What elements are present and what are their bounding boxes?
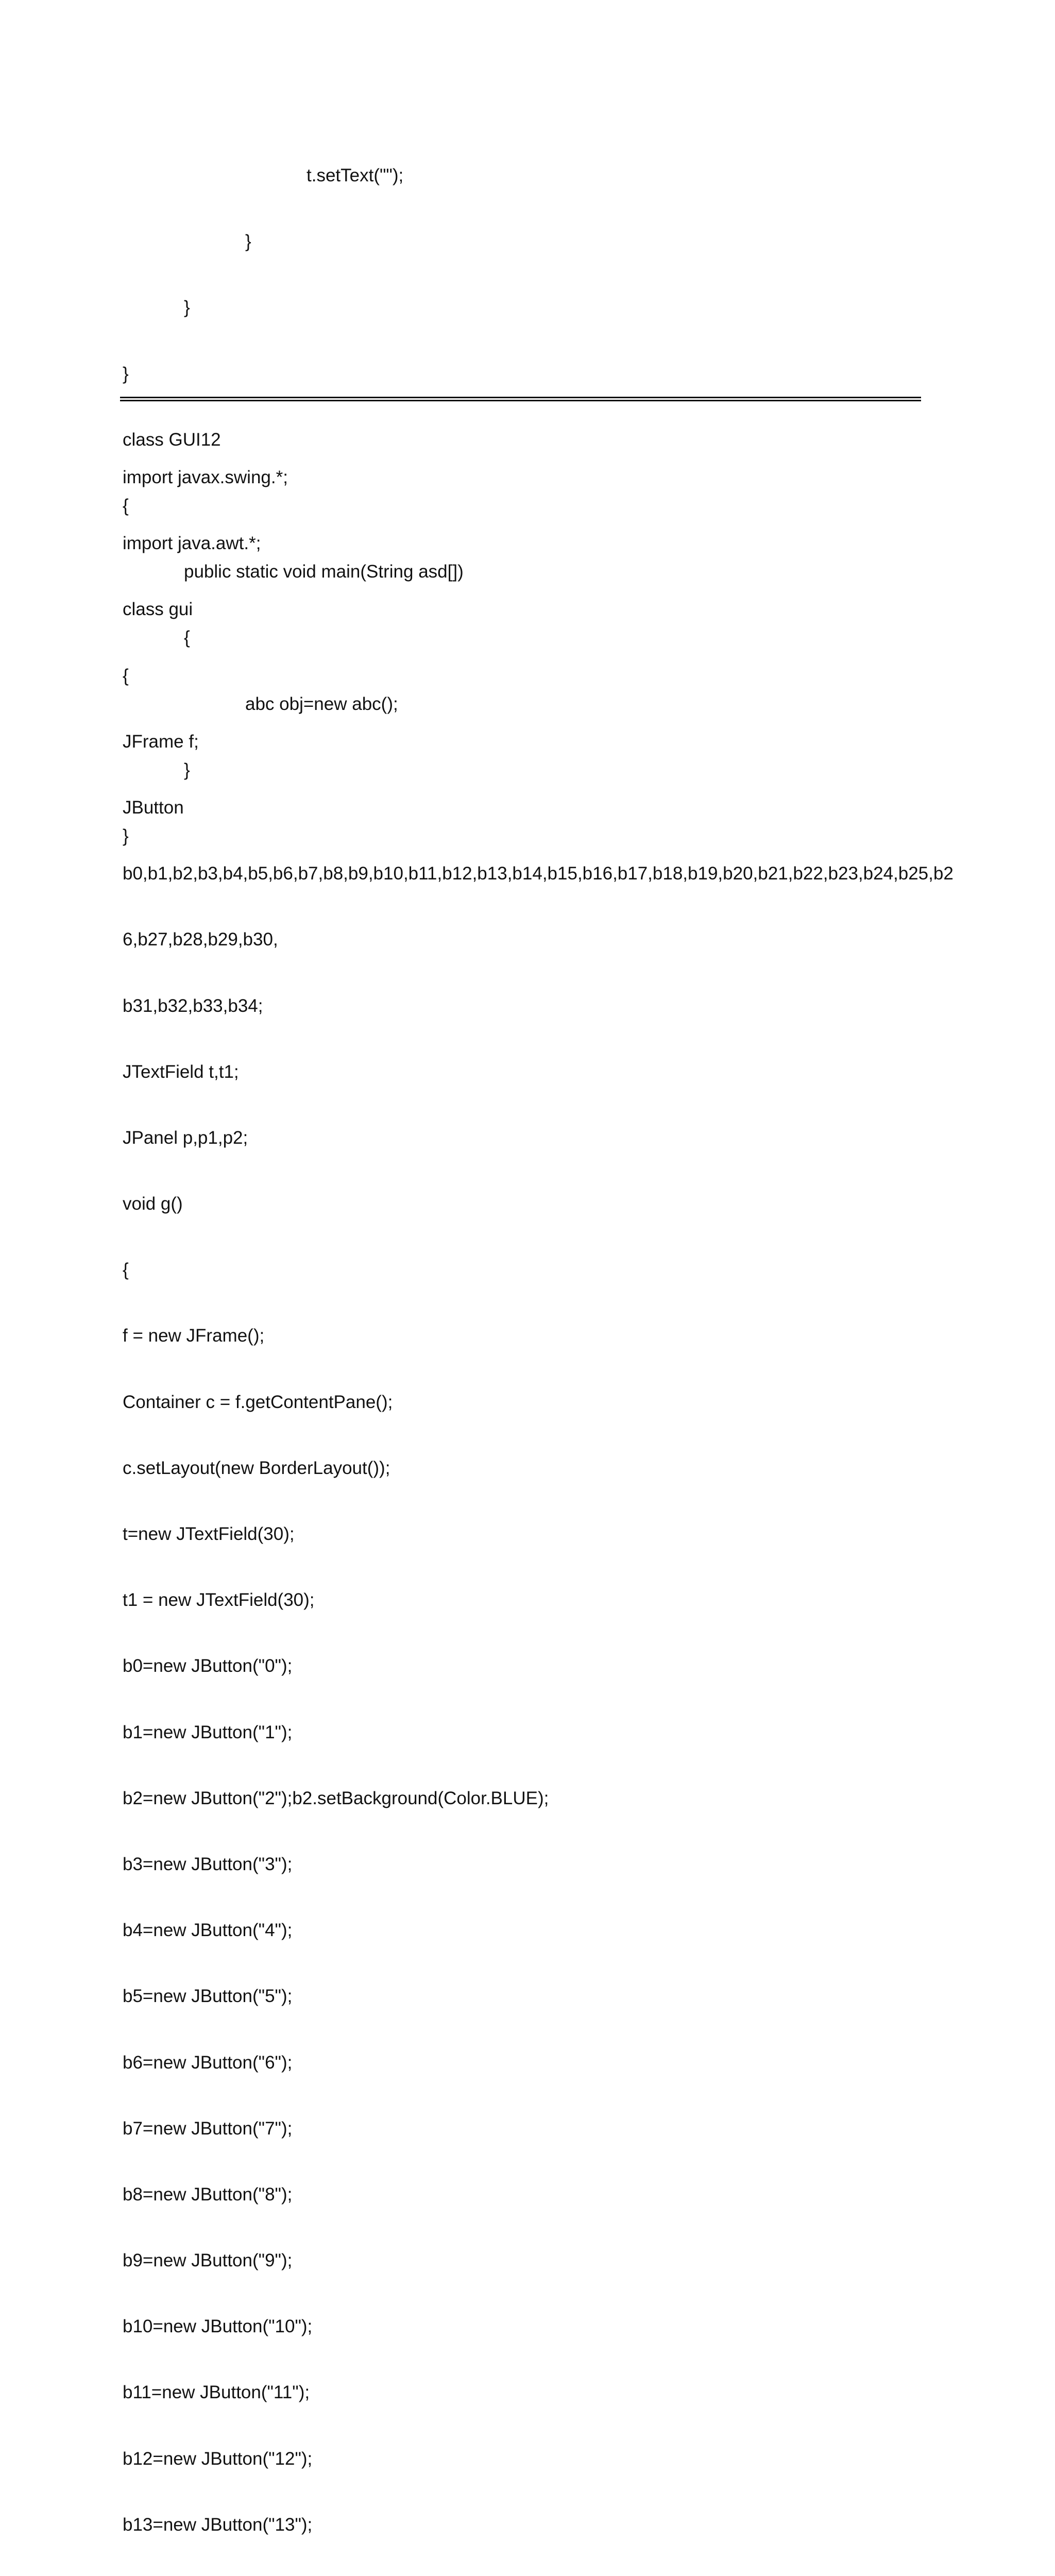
code-line: { bbox=[123, 495, 129, 516]
code-line: } bbox=[123, 363, 129, 384]
code-line: { bbox=[123, 665, 129, 686]
code-line: import javax.swing.*; bbox=[123, 467, 288, 487]
code-line: t1 = new JTextField(30); bbox=[123, 1590, 315, 1611]
code-line: } bbox=[184, 759, 190, 780]
code-line: b0=new JButton("0"); bbox=[123, 1656, 293, 1676]
code-line: b11=new JButton("11"); bbox=[123, 2382, 310, 2403]
code-line: b1=new JButton("1"); bbox=[123, 1722, 293, 1742]
code-line: JButton bbox=[123, 797, 184, 818]
code-line: t=new JTextField(30); bbox=[123, 1524, 295, 1544]
code-line: b6=new JButton("6"); bbox=[123, 2052, 293, 2073]
code-line: b3=new JButton("3"); bbox=[123, 1854, 293, 1874]
code-line: } bbox=[184, 297, 190, 318]
code-line: b12=new JButton("12"); bbox=[123, 2448, 313, 2469]
code-line: c.setLayout(new BorderLayout()); bbox=[123, 1458, 390, 1478]
code-line: b2=new JButton("2");b2.setBackground(Color.BLUE); bbox=[123, 1788, 549, 1808]
code-line: t.setText(""); bbox=[307, 165, 404, 185]
code-line: JPanel p,p1,p2; bbox=[123, 1127, 248, 1148]
code-line: } bbox=[245, 231, 251, 252]
code-line: JFrame f; bbox=[123, 731, 199, 752]
code-line: { bbox=[123, 1260, 129, 1280]
code-line: b7=new JButton("7"); bbox=[123, 2118, 293, 2139]
code-line: 6,b27,b28,b29,b30, bbox=[123, 929, 278, 950]
code-line: b13=new JButton("13"); bbox=[123, 2514, 313, 2535]
code-line: b9=new JButton("9"); bbox=[123, 2250, 293, 2271]
code-line: f = new JFrame(); bbox=[123, 1326, 265, 1346]
code-line: } bbox=[123, 825, 129, 846]
code-line: class GUI12 bbox=[123, 429, 221, 450]
code-line: Container c = f.getContentPane(); bbox=[123, 1392, 393, 1412]
code-line: class gui bbox=[123, 599, 193, 620]
code-line: { bbox=[184, 628, 190, 648]
code-line: b10=new JButton("10"); bbox=[123, 2316, 313, 2337]
code-line: b8=new JButton("8"); bbox=[123, 2184, 293, 2205]
code-line: b0,b1,b2,b3,b4,b5,b6,b7,b8,b9,b10,b11,b12,b13,b14,b15,b16,b17,b18,b19,b20,b21,b22,b23,b24,b25,b2 bbox=[123, 863, 954, 884]
code-line: void g() bbox=[123, 1194, 183, 1214]
code-line: b5=new JButton("5"); bbox=[123, 1986, 293, 2007]
code-line: b4=new JButton("4"); bbox=[123, 1920, 293, 1941]
double-rule-divider bbox=[120, 397, 921, 401]
code-line: b31,b32,b33,b34; bbox=[123, 995, 263, 1016]
code-block-bottom bbox=[123, 424, 954, 2576]
code-line: import java.awt.*; bbox=[123, 533, 261, 554]
code-line: JTextField t,t1; bbox=[123, 1061, 239, 1082]
code-line: abc obj=new abc(); bbox=[245, 693, 398, 714]
code-line: public static void main(String asd[]) bbox=[184, 562, 464, 582]
